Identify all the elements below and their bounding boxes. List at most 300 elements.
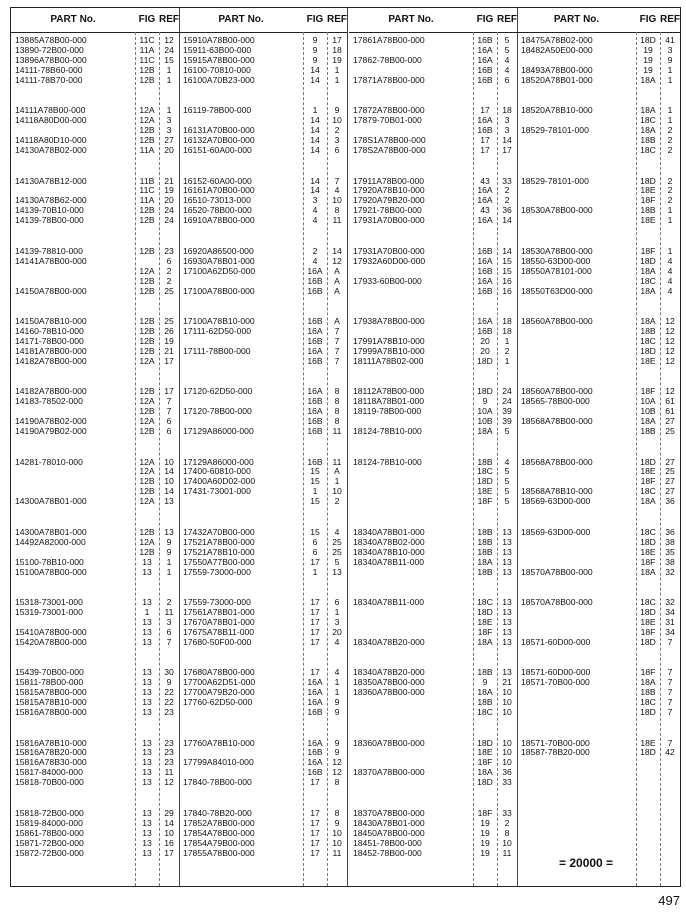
fig-number: 12B <box>139 426 155 437</box>
part-number: 18520A78B01-000 <box>521 74 593 85</box>
ref-number: 7 <box>334 175 340 186</box>
part-number: 15816A78B10-000 <box>15 737 87 748</box>
ref-number: 12 <box>665 386 675 397</box>
fig-number: 14 <box>310 74 320 85</box>
header-ref: REF <box>327 8 347 33</box>
ref-number: 30 <box>164 667 174 678</box>
ref-number: 1 <box>334 64 340 75</box>
ref-number: 13 <box>502 606 512 617</box>
part-number: 17559-73000-000 <box>183 597 251 607</box>
fig-number: 18D <box>477 386 493 397</box>
fig-number: 16A <box>477 255 493 266</box>
ref-number: 16 <box>502 275 512 286</box>
fig-number: 18F <box>640 195 656 206</box>
fig-number: 17 <box>310 777 320 788</box>
fig-number: 15 <box>310 466 320 477</box>
part-number: 18124-78B10-000 <box>353 456 422 467</box>
ref-number: 24 <box>502 386 512 397</box>
part-number: 18118A78B01-000 <box>353 396 425 407</box>
ref-number: 12 <box>665 335 675 346</box>
fig-number: 18C <box>640 526 656 537</box>
ref-number: 10 <box>502 837 512 848</box>
ref-number: 4 <box>667 265 673 276</box>
part-number: 17129A86000-000 <box>183 456 254 467</box>
ref-number: 36 <box>665 496 675 507</box>
fig-number: 18D <box>640 606 656 617</box>
ref-number: 17 <box>164 386 174 397</box>
ref-number: 11 <box>332 215 342 226</box>
ref-number: 2 <box>667 175 673 186</box>
ref-number: 6 <box>504 74 510 85</box>
ref-number: 2 <box>667 125 673 136</box>
part-number: 13885A78B00-000 <box>15 35 87 45</box>
ref-number: 4 <box>667 275 673 286</box>
ref-number: 10 <box>332 837 342 848</box>
part-number: 17400A60D02-000 <box>183 476 256 487</box>
ref-number: 6 <box>166 626 172 637</box>
ref-number: 1 <box>667 115 673 126</box>
part-number: 18571-70B00-000 <box>521 677 590 688</box>
fig-number: 16B <box>477 64 493 75</box>
fig-number: 11A <box>139 145 155 156</box>
fig-number: 12B <box>139 125 155 136</box>
fig-number: 9 <box>312 35 318 45</box>
part-number: 18340A78B11-000 <box>353 597 425 607</box>
part-number: 17879-70B01-000 <box>353 115 422 126</box>
fig-number: 18D <box>640 345 656 356</box>
ref-number: 27 <box>665 476 675 487</box>
ref-number: 33 <box>502 175 512 186</box>
total-count: = 20000 = <box>559 856 614 870</box>
fig-number: 18F <box>640 556 656 567</box>
ref-number: 5 <box>504 496 510 507</box>
ref-number: 12 <box>665 316 675 326</box>
fig-number: 18C <box>640 597 656 607</box>
ref-number: 15 <box>502 265 512 276</box>
fig-number: 16B <box>307 767 323 778</box>
ref-number: 13 <box>164 496 174 507</box>
fig-number: 17 <box>310 847 320 858</box>
ref-number: 1 <box>667 245 673 256</box>
fig-number: 18C <box>640 335 656 346</box>
ref-number: 13 <box>502 667 512 678</box>
fig-number: 18E <box>477 747 493 758</box>
fig-number: 18D <box>640 175 656 186</box>
ref-number: 1 <box>667 205 673 216</box>
ref-number: 10 <box>502 687 512 698</box>
ref-number: 14 <box>502 135 512 146</box>
ref-number: 5 <box>504 476 510 487</box>
fig-number: 13 <box>142 697 152 708</box>
fig-number: 10A <box>477 406 493 417</box>
fig-number: 16B <box>307 747 323 758</box>
fig-number: 18E <box>640 616 656 627</box>
part-number: 17521A78B00-000 <box>183 536 255 547</box>
ref-number: 2 <box>667 135 673 146</box>
fig-number: 12A <box>139 416 155 427</box>
fig-number: 18B <box>477 566 493 577</box>
part-number: 18340A78B20-000 <box>353 667 425 678</box>
fig-number: 14 <box>310 115 320 126</box>
part-number: 17991A78B10-000 <box>353 335 425 346</box>
ref-number: 17 <box>332 35 342 45</box>
fig-number: 10A <box>640 396 656 407</box>
fig-number: 18B <box>640 135 656 146</box>
ref-number: 7 <box>667 737 673 748</box>
part-number: 14139-70B10-000 <box>15 205 84 216</box>
part-number: 18350A78B00-000 <box>353 677 425 688</box>
fig-number: 18A <box>640 316 656 326</box>
ref-number: 1 <box>166 64 172 75</box>
part-number: 16151-60A00-000 <box>183 145 252 156</box>
ref-number: 7 <box>166 396 172 407</box>
part-number: 15816A78B30-000 <box>15 757 87 768</box>
fig-number: 18D <box>640 35 656 45</box>
fig-number: 18B <box>477 667 493 678</box>
ref-number: 13 <box>502 566 512 577</box>
part-number: 14111-78B70-000 <box>15 74 83 85</box>
ref-number: 39 <box>502 416 512 427</box>
part-number: 17675A78B11-000 <box>183 626 255 637</box>
fig-number: 16A <box>307 687 323 698</box>
part-number: 18569-63D00-000 <box>521 496 591 507</box>
part-number: 15915A78B00-000 <box>183 54 255 65</box>
fig-number: 18B <box>640 687 656 698</box>
ref-number: 10 <box>164 827 174 838</box>
part-number: 14118A80D00-000 <box>15 115 87 126</box>
part-number: 16910A78B00-000 <box>183 215 255 226</box>
part-number: 17760A78B10-000 <box>183 737 255 748</box>
fig-number: 13 <box>142 737 152 748</box>
ref-number: 3 <box>166 125 172 136</box>
fig-number: 16A <box>307 677 323 688</box>
part-number: 14111-78B60-000 <box>15 64 83 75</box>
part-number: 18340A78B20-000 <box>353 636 425 647</box>
ref-number: 6 <box>166 255 172 266</box>
ref-number: 10 <box>332 486 342 497</box>
ref-number: 11 <box>164 606 174 617</box>
fig-number: 13 <box>142 616 152 627</box>
ref-number: 1 <box>504 335 510 346</box>
fig-number: 18E <box>640 355 656 366</box>
ref-number: 6 <box>334 145 340 156</box>
fig-number: 16B <box>307 456 323 467</box>
header-fig: FIG <box>636 8 660 33</box>
ref-number: 4 <box>334 667 340 678</box>
ref-number: 11 <box>164 767 174 778</box>
ref-number: 2 <box>667 195 673 206</box>
part-number: 16132A70B00-000 <box>183 135 255 146</box>
ref-number: 21 <box>164 175 174 186</box>
ref-number: 5 <box>504 426 510 437</box>
ref-number: A <box>334 285 340 296</box>
fig-number: 18A <box>640 496 656 507</box>
fig-number: 18C <box>640 145 656 156</box>
part-number: 17700A79B20-000 <box>183 687 255 698</box>
ref-number: 6 <box>166 426 172 437</box>
ref-number: 8 <box>334 205 340 216</box>
part-number: 18550A78101-000 <box>521 265 592 276</box>
ref-number: 19 <box>332 54 342 65</box>
part-number: 18520A78B10-000 <box>521 105 593 116</box>
part-number: 14139-78810-000 <box>15 245 83 256</box>
ref-number: 9 <box>334 697 340 708</box>
fig-number: 16A <box>477 185 493 196</box>
ref-number: 31 <box>665 616 675 627</box>
ref-number: 15 <box>502 255 512 266</box>
ref-number: 7 <box>667 677 673 688</box>
column-divider <box>517 8 518 886</box>
fig-number: 18A <box>640 677 656 688</box>
ref-number: 8 <box>504 827 510 838</box>
fig-number: 12B <box>139 285 155 296</box>
ref-number: 14 <box>502 245 512 256</box>
ref-number: 13 <box>502 597 512 607</box>
ref-number: 24 <box>164 215 174 226</box>
ref-number: 27 <box>164 135 174 146</box>
fig-number: 18D <box>477 737 493 748</box>
ref-number: 11 <box>332 847 342 858</box>
ref-number: 13 <box>502 626 512 637</box>
fig-number: 16A <box>307 345 323 356</box>
column-divider <box>179 8 180 886</box>
header-fig: FIG <box>303 8 327 33</box>
ref-number: 34 <box>665 626 675 637</box>
ref-number: A <box>334 466 340 477</box>
fig-number: 12B <box>139 135 155 146</box>
fig-number: 16B <box>307 416 323 427</box>
ref-number: 10 <box>502 737 512 748</box>
header-part-no: PART No. <box>349 8 473 33</box>
part-number: 18112A78B00-000 <box>353 386 425 397</box>
part-number: 17861A78B00-000 <box>353 35 425 45</box>
fig-number: 12B <box>139 526 155 537</box>
fig-number: 12B <box>139 275 155 286</box>
fig-number: 16A <box>477 54 493 65</box>
part-number: 18450A78B00-000 <box>353 827 425 838</box>
part-number: 16131A70B00-000 <box>183 125 255 136</box>
part-number: 18587-78B20-000 <box>521 747 590 758</box>
part-number: 18452-78B00-000 <box>353 847 422 858</box>
ref-number: 10 <box>502 747 512 758</box>
ref-number: 61 <box>665 406 675 417</box>
fig-number: 17 <box>310 837 320 848</box>
fig-number: 18E <box>477 486 493 497</box>
fig-number: 13 <box>142 597 152 607</box>
ref-number: A <box>334 275 340 286</box>
part-number: 14150A78B00-000 <box>15 285 87 296</box>
ref-number: 4 <box>667 255 673 266</box>
part-number: 18560A78B00-000 <box>521 386 593 397</box>
ref-number: 24 <box>502 396 512 407</box>
fig-number: 13 <box>142 687 152 698</box>
part-number: 18340A78B02-000 <box>353 536 425 547</box>
fig-number: 18E <box>640 546 656 557</box>
fig-number: 12A <box>139 496 155 507</box>
ref-number: 34 <box>665 606 675 617</box>
ref-number: 27 <box>665 456 675 467</box>
fig-number: 18D <box>640 456 656 467</box>
fig-number: 16A <box>477 316 493 326</box>
fig-number: 4 <box>312 255 318 266</box>
ref-number: 25 <box>164 285 174 296</box>
fig-number: 9 <box>312 44 318 55</box>
part-number: 15815A78B10-000 <box>15 697 87 708</box>
fig-number: 4 <box>312 205 318 216</box>
fig-number: 12B <box>139 316 155 326</box>
ref-number: 12 <box>332 255 342 266</box>
fig-number: 18D <box>640 707 656 718</box>
ref-number: 12 <box>164 777 174 788</box>
fig-number: 18C <box>640 115 656 126</box>
fig-number: 43 <box>480 205 490 216</box>
ref-number: 1 <box>334 74 340 85</box>
fig-number: 16B <box>307 316 323 326</box>
fig-number: 12B <box>139 74 155 85</box>
fig-number: 20 <box>480 335 490 346</box>
part-number: 13896A78B00-000 <box>15 54 87 65</box>
fig-number: 18D <box>640 747 656 758</box>
part-number: 16100-70810-000 <box>183 64 251 75</box>
ref-number: 5 <box>504 486 510 497</box>
fig-number: 18A <box>640 74 656 85</box>
fig-number: 15 <box>310 496 320 507</box>
fig-number: 18D <box>640 536 656 547</box>
fig-number: 15 <box>310 526 320 537</box>
fig-number: 18D <box>477 476 493 487</box>
fig-number: 18D <box>477 355 493 366</box>
fig-number: 14 <box>310 135 320 146</box>
ref-number: 22 <box>164 687 174 698</box>
part-number: 18119-78B00-000 <box>353 406 422 417</box>
part-number: 17920A79B20-000 <box>353 195 425 206</box>
fig-number: 19 <box>643 44 653 55</box>
part-number: 15819-84000-000 <box>15 817 83 828</box>
ref-number: 1 <box>667 74 673 85</box>
part-number: 15816A78B00-000 <box>15 707 87 718</box>
part-number: 17559-73000-000 <box>183 566 251 577</box>
fig-number: 18E <box>640 466 656 477</box>
ref-number: 11 <box>502 847 512 858</box>
fig-number: 18F <box>477 496 493 507</box>
ref-number: 1 <box>667 215 673 226</box>
ref-number: 1 <box>334 677 340 688</box>
ref-number: 19 <box>164 185 174 196</box>
ref-number: 21 <box>164 345 174 356</box>
fig-number: 18A <box>477 687 493 698</box>
ref-number: 4 <box>667 285 673 296</box>
ref-number: 4 <box>504 54 510 65</box>
fig-number: 12B <box>139 215 155 226</box>
fig-number: 12B <box>139 406 155 417</box>
ref-number: 8 <box>334 396 340 407</box>
fig-number: 13 <box>142 626 152 637</box>
fig-number: 16A <box>307 325 323 336</box>
part-number: 18370A78B00-000 <box>353 767 425 778</box>
fig-number: 16A <box>477 44 493 55</box>
fig-number: 12A <box>139 105 155 116</box>
ref-number: 33 <box>502 807 512 818</box>
part-number: 17400-60810-000 <box>183 466 251 477</box>
ref-number: 2 <box>166 275 172 286</box>
ref-number: 7 <box>334 335 340 346</box>
fig-number: 18F <box>477 757 493 768</box>
part-number: 17111-78B00-000 <box>183 345 251 356</box>
fig-number: 18B <box>640 426 656 437</box>
fig-number: 11A <box>139 195 155 206</box>
part-number: 17680-50F00-000 <box>183 636 252 647</box>
part-number: 17852A78B00-000 <box>183 817 255 828</box>
part-number: 18340A78B11-000 <box>353 556 425 567</box>
part-number: 14300A78B01-000 <box>15 496 87 507</box>
fig-number: 1 <box>312 566 318 577</box>
fig-number: 18F <box>640 626 656 637</box>
part-number: 18571-70B00-000 <box>521 737 590 748</box>
fig-number: 16B <box>307 396 323 407</box>
ref-number: 9 <box>334 737 340 748</box>
fig-number: 13 <box>142 817 152 828</box>
fig-number: 18E <box>640 737 656 748</box>
part-number: 15871-72B00-000 <box>15 837 84 848</box>
part-number: 18482A50E00-000 <box>521 44 593 55</box>
fig-number: 18E <box>477 616 493 627</box>
part-number: 14139-78B00-000 <box>15 215 84 226</box>
ref-number: 2 <box>334 496 340 507</box>
ref-number: 11 <box>332 456 342 467</box>
fig-number: 4 <box>312 215 318 226</box>
part-number: 18475A78B02-000 <box>521 35 593 45</box>
ref-number: 36 <box>665 526 675 537</box>
ref-number: 18 <box>502 325 512 336</box>
fig-number: 17 <box>310 606 320 617</box>
fig-number: 18F <box>477 807 493 818</box>
fig-number: 18A <box>640 566 656 577</box>
part-number: 17840-78B00-000 <box>183 777 252 788</box>
part-number: 17862-78B00-000 <box>353 54 422 65</box>
ref-number: 17 <box>164 355 174 366</box>
fig-number: 12B <box>139 386 155 397</box>
ref-number: 18 <box>502 105 512 116</box>
part-number: 18570A78B00-000 <box>521 597 593 607</box>
part-number: 16119-78B00-000 <box>183 105 252 116</box>
fig-number: 13 <box>142 556 152 567</box>
fig-number: 18A <box>640 105 656 116</box>
ref-number: 2 <box>504 817 510 828</box>
fig-number: 43 <box>480 175 490 186</box>
fig-number: 12B <box>139 205 155 216</box>
part-number: 18529-78101-000 <box>521 125 589 136</box>
fig-number: 13 <box>142 677 152 688</box>
ref-number: 10 <box>502 757 512 768</box>
fig-number: 18C <box>477 707 493 718</box>
part-number: 15816A78B20-000 <box>15 747 87 758</box>
ref-number: 25 <box>164 316 174 326</box>
fig-number: 14 <box>310 185 320 196</box>
fig-number: 1 <box>312 105 318 116</box>
fig-number: 13 <box>142 566 152 577</box>
ref-number: 5 <box>334 556 340 567</box>
fig-number: 1 <box>144 606 150 617</box>
ref-number: 23 <box>164 747 174 758</box>
fig-number: 13 <box>142 827 152 838</box>
part-number: 14118A80D10-000 <box>15 135 87 146</box>
part-number: 15861-78B00-000 <box>15 827 84 838</box>
part-number: 18565-78B00-000 <box>521 396 590 407</box>
ref-number: 7 <box>334 345 340 356</box>
part-number: 18530A78B00-000 <box>521 205 593 216</box>
ref-number: 13 <box>502 546 512 557</box>
ref-number: 2 <box>166 597 172 607</box>
